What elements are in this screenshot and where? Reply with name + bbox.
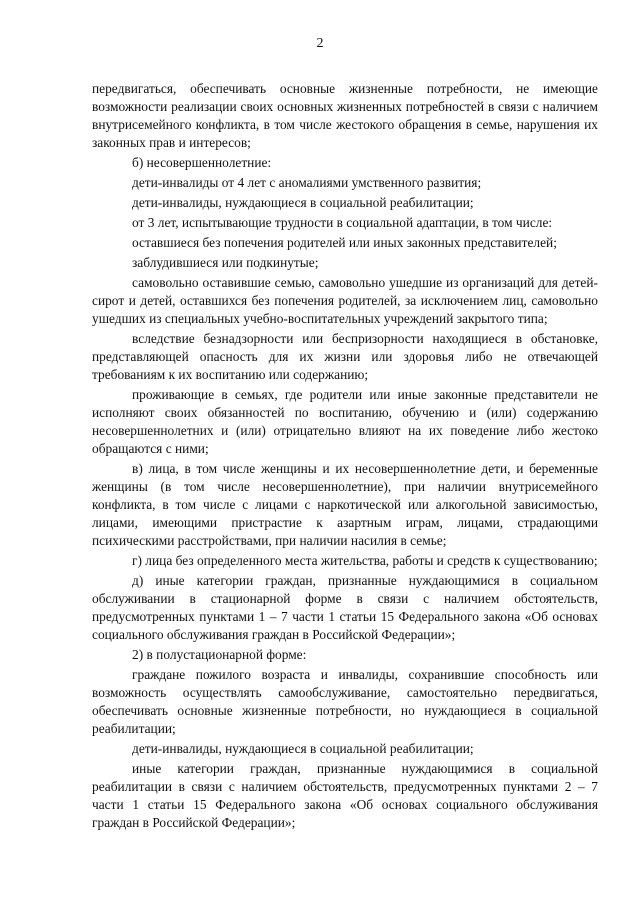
paragraph-adaptation-difficulties: от 3 лет, испытывающие трудности в социальной адаптации, в том числе:: [132, 215, 553, 230]
paragraph-semi-stationary-heading: 2) в полустационарной форме:: [132, 647, 307, 662]
paragraph-other-categories: иные категории граждан, признанные нуждающимися в социальной реабилитации в связи с наличием обстоятельств, предусмотренных пунктами 2 – 7 части 1 статьи 15 Федерального закона «Об основах социального обслуживания граждан в Российской Федерации»;: [92, 761, 598, 830]
paragraph-runaways: самовольно оставившие семью, самовольно ушедшие из организаций для детей-сирот и детей, оставшихся без попечения родителей, за исключением лиц, самовольно ушедших из специальных учебно-воспитательных учреждений закрытого типа;: [92, 275, 598, 326]
paragraph-dysfunctional-families: проживающие в семьях, где родители или иные законные представители не исполняют своих обязанностей по воспитанию, обучению и (или) содержанию несовершеннолетних и (или) отрицательно влияют на их поведение либо жестоко обращаются с ними;: [92, 387, 598, 456]
paragraph-neglect-homelessness: вследствие безнадзорности или беспризорности находящиеся в обстановке, представляющей опасность для их жизни или здоровья либо не отвечающей требованиям к их воспитанию или содержанию;: [92, 331, 598, 382]
paragraph-elderly-disabled: граждане пожилого возраста и инвалиды, сохранившие способность или возможность осуществлять самообслуживание, самостоятельно передвигаться, обеспечивать основные жизненные потребности, но нуждающиеся в социальной реабилитации;: [92, 667, 598, 736]
paragraph-item-v: в) лица, в том числе женщины и их несовершеннолетние дети, и беременные женщины (в том числе несовершеннолетние), при наличии внутрисемейного конфликта, в том числе с лицами с наркотической или алкогольной зависимостью, лицами, имеющими пристрастие к азартным играм, лицами, страдающими психическими расстройствами, при наличии насилия в семье;: [92, 461, 598, 548]
paragraph-without-parental-care: оставшиеся без попечения родителей или иных законных представителей;: [132, 235, 557, 250]
paragraph-continuation: передвигаться, обеспечивать основные жизненные потребности, не имеющие возможности реализации своих основных жизненных потребностей в связи с наличием внутрисемейного конфликта, в том числе жестокого обращения в семье, нарушения их законных прав и интересов;: [92, 81, 598, 150]
paragraph-disabled-children-mental: дети-инвалиды от 4 лет с аномалиями умственного развития;: [132, 175, 482, 190]
page-number: 2: [316, 36, 324, 51]
paragraph-minors-heading: б) несовершеннолетние:: [132, 155, 272, 170]
paragraph-item-d: д) иные категории граждан, признанные нуждающимися в социальном обслуживании в стационарной форме в связи с наличием обстоятельств, предусмотренных пунктами 1 – 7 части 1 статьи 15 Федерального закона «Об основах социального обслуживания граждан в Российской Федерации»;: [92, 573, 598, 642]
paragraph-lost-or-abandoned: заблудившиеся или подкинутые;: [132, 255, 319, 270]
paragraph-item-g: г) лица без определенного места жительства, работы и средств к существованию;: [132, 553, 598, 568]
document-body: [92, 80, 598, 834]
paragraph-disabled-children-semi: дети-инвалиды, нуждающиеся в социальной реабилитации;: [132, 741, 474, 756]
paragraph-disabled-children-rehab: дети-инвалиды, нуждающиеся в социальной реабилитации;: [132, 195, 474, 210]
